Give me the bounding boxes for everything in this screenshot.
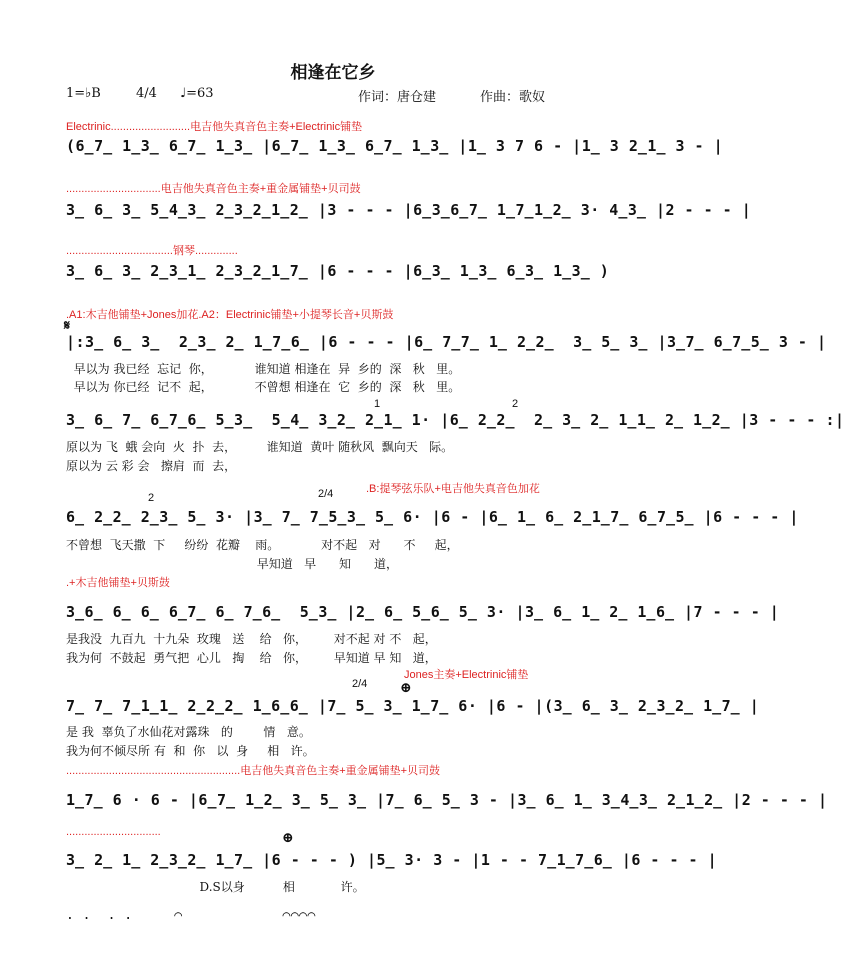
bracket-mark-2: 2 (148, 492, 155, 504)
instrument-note-6: .B:提琴弦乐队+电吉他失真音色加花 (366, 483, 540, 495)
instrument-note-3: ...................................钢琴.............. (66, 245, 238, 257)
lyrics-5-verse-2: 原以为 云 彩 会 擦肩 而 去， (66, 459, 237, 473)
score-line-2: 3̲ 6̲ 3̲ 5̲4̲3̲ 2̲3̲2̲1̲2̲ |3 - - - |6̲3̲6̲7̲ 1̲7̲1̲2̲ 3· 4̲3̲ |2 - - - | (66, 201, 752, 219)
instrument-note-8: Jones主奏+Electrinic铺垫 (404, 669, 529, 681)
score-line-6: 6̲ 2̲2̲ 2̲3̲ 5̲ 3· |3̲ 7̲ 7̲5̲3̲ 5̲ 6· |6 - |6̲ 1̲ 6̲ 2̲1̲7̲ 6̲7̲5̲ |6 - - - | (66, 508, 799, 526)
score-line-8: 7̲ 7̲ 7̲1̲1̲ 2̲2̲2̲ 1̲6̲6̲ |7̲ 5̲ 3̲ 1̲7̲ 6· |6 - |(3̲ 6̲ 3̲ 2̲3̲2̲ 1̲7̲ | (66, 697, 760, 715)
volta-bracket-2: 2 (512, 398, 519, 410)
lyrics-4-verse-1: 早以为 我已经 忘记 你， 谁知道 相逢在 异 乡的 深 秋 里。 (66, 362, 461, 376)
time-change-mark: 2/4 (318, 488, 334, 500)
score-line-10: 3̲ 2̲ 1̲ 2̲3̲2̲ 1̲7̲ |6 - - - ) |5̲ 3· 3 - |1 - - 7̲1̲7̲6̲ |6 - - - | (66, 851, 718, 869)
time-signature: 4/4 (136, 86, 157, 101)
score-line-4: |:3̲ 6̲ 3̲ 2̲3̲ 2̲ 1̲7̲6̲ |6 - - - |6̲ 7̲7̲ 1̲ 2̲2̲ 3̲ 5̲ 3̲ |3̲7̲ 6̲7̲5̲ 3 - | (66, 333, 827, 351)
lyrics-6-verse-1: 不曾想 飞天撒 下 纷纷 花瓣 雨。 对不起 对 不 起， (66, 538, 459, 552)
tempo-marking: ♩=63 (180, 86, 214, 101)
song-title: 相逢在它乡 (290, 63, 376, 83)
composer: 作曲：歌奴 (480, 90, 546, 105)
lyrics-7-verse-1: 是我没 九百九 十九朵 玫瑰 送 给 你， 对不起 对 不 起， (66, 632, 437, 646)
coda-sign-1: ⊕ (400, 680, 412, 696)
segno-sign: 𝄋 (64, 318, 71, 334)
instrument-note-1: Electrinic..........................电吉他失真音色主奏+Electrinic铺垫 (66, 121, 363, 133)
instrument-note-9: .........................................................电吉他失真音色主奏+重金属铺垫+贝司鼓 (66, 765, 441, 777)
volta-bracket-1: 1 (374, 398, 381, 410)
lyrics-8-verse-1: 是 我 辜负了水仙花对露珠 的 情 意。 (66, 725, 311, 739)
lyricist: 作词：唐仓建 (358, 90, 437, 105)
score-line-1: (6̲7̲ 1̲3̲ 6̲7̲ 1̲3̲ |6̲7̲ 1̲3̲ 6̲7̲ 1̲3̲ |1̲ 3 7 6 - |1̲ 3 2̲1̲ 3 - | (66, 137, 724, 155)
instrument-note-10: ............................... (66, 826, 161, 838)
key-signature: 1=♭B (66, 86, 101, 101)
instrument-note-4: .A1:木吉他铺垫+Jones加花.A2：Electrinic铺垫+小提琴长音+贝斯鼓 (66, 309, 394, 321)
lyrics-6-verse-2: 早知道 早 知 道， (66, 557, 398, 571)
partial-next-line: . . . . ⌒ ⌒⌒⌒⌒ (66, 908, 316, 923)
score-line-7: 3̲6̲ 6̲ 6̲ 6̲7̲ 6̲ 7̲6̲ 5̲3̲ |2̲ 6̲ 5̲6̲ 5̲ 3· |3̲ 6̲ 1̲ 2̲ 1̲6̲ |7 - - - | (66, 603, 780, 621)
lyrics-4-verse-2: 早以为 你已经 记不 起， 不曾想 相逢在 它 乡的 深 秋 里。 (66, 380, 461, 394)
coda-sign-2: ⊕ (282, 830, 294, 846)
lyrics-7-verse-2: 我为何 不鼓起 勇气把 心儿 掏 给 你， 早知道 早 知 道， (66, 651, 437, 665)
score-line-5: 3̲ 6̲ 7̲ 6̲7̲6̲ 5̲3̲ 5̲4̲ 3̲2̲ 2̲1̲ 1· |6̲ 2̲2̲ 2̲ 3̲ 2̲ 1̲1̲ 2̲ 1̲2̲ |3 - - - :| (66, 411, 845, 429)
score-line-3: 3̲ 6̲ 3̲ 2̲3̲1̲ 2̲3̲2̲1̲7̲ |6 - - - |6̲3̲ 1̲3̲ 6̲3̲ 1̲3̲ ) (66, 262, 610, 280)
lyrics-8-verse-2: 我为何不倾尽所 有 和 你 以 身 相 许。 (66, 744, 315, 758)
time-change-mark-2: 2/4 (352, 678, 368, 690)
lyrics-5-verse-1: 原以为 飞 蛾 会向 火 扑 去， 谁知道 黄叶 随秋风 飘向天 际。 (66, 440, 454, 454)
score-line-9: 1̲7̲ 6 · 6 - |6̲7̲ 1̲2̲ 3̲ 5̲ 3̲ |7̲ 6̲ 5̲ 3 - |3̲ 6̲ 1̲ 3̲4̲3̲ 2̲1̲2̲ |2 - - - | (66, 791, 828, 809)
lyrics-10: D.S以身 相 许。 (66, 880, 365, 894)
instrument-note-7: .+木吉他铺垫+贝斯鼓 (66, 577, 170, 589)
instrument-note-2: ...............................电吉他失真音色主奏+重金属铺垫+贝司鼓 (66, 183, 361, 195)
